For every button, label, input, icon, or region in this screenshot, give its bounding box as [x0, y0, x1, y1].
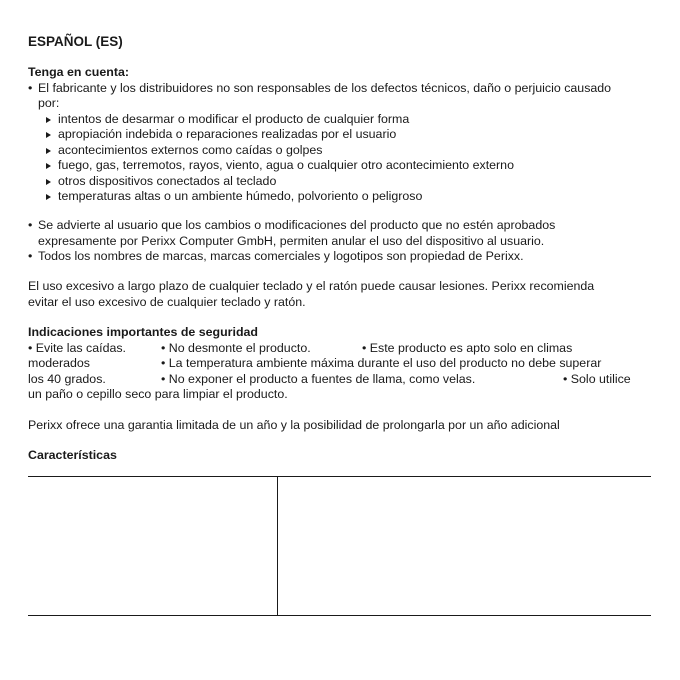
safety-text: • Evite las caídas. [28, 340, 126, 355]
triangle-bullet-icon [46, 194, 51, 200]
advisory-item [28, 218, 658, 234]
notice-intro-line2: por: [38, 96, 60, 110]
notice-heading: Tenga en cuenta: [28, 65, 129, 79]
advisories-section [28, 218, 658, 265]
safety-text: • Solo utilice [563, 371, 631, 386]
triangle-bullet-icon [46, 132, 51, 138]
advisory-1-line1: Se advierte al usuario que los cambios o modificaciones del producto que no estén aprobados [38, 218, 556, 232]
safety-text: • Este producto es apto solo en climas [362, 340, 573, 355]
table-divider [277, 477, 278, 615]
notice-intro-line1: El fabricante y los distribuidores no son responsables de los defectos técnicos, daño o perjuicio causado [38, 80, 612, 95]
safety-heading: Indicaciones importantes de seguridad [28, 325, 258, 339]
list-item: temperaturas altas o un ambiente húmedo, polvoriento o peligroso [28, 189, 658, 205]
bullet-icon: • [28, 218, 33, 232]
notice-intro [28, 81, 658, 97]
triangle-bullet-icon [46, 179, 51, 185]
warranty-text: Perixx ofrece una garantia limitada de un año y la posibilidad de prolongarla por un año adicional [28, 418, 560, 432]
safety-section [28, 325, 658, 403]
bullet-icon: • [28, 249, 33, 263]
advisory-item [28, 249, 658, 265]
language-heading: ESPAÑOL (ES) [28, 34, 123, 49]
features-heading: Características [28, 448, 117, 462]
safety-text: • No exponer el producto a fuentes de llama, como velas. [161, 371, 476, 386]
advisory-2: Todos los nombres de marcas, marcas comerciales y logotipos son propiedad de Perixx. [38, 249, 524, 263]
safety-text: los 40 grados. [28, 371, 106, 386]
triangle-bullet-icon [46, 117, 51, 123]
causes-list [28, 112, 658, 205]
triangle-bullet-icon [46, 148, 51, 154]
list-item: intentos de desarmar o modificar el producto de cualquier forma [28, 112, 658, 128]
features-table [28, 476, 651, 616]
list-item: otros dispositivos conectados al teclado [28, 174, 658, 190]
injury-warning-line1: El uso excesivo a largo plazo de cualquier teclado y el ratón puede causar lesiones. Perixx recomienda [28, 279, 595, 293]
list-item: fuego, gas, terremotos, rayos, viento, agua o cualquier otro acontecimiento externo [28, 158, 658, 174]
safety-row [28, 341, 658, 357]
advisory-1-line2: expresamente por Perixx Computer GmbH, permiten anular el uso del dispositivo al usuario. [38, 233, 545, 248]
safety-text: • No desmonte el producto. [161, 340, 311, 355]
list-item: acontecimientos externos como caídas o golpes [28, 143, 658, 159]
notice-section [28, 65, 658, 205]
safety-row-4: un paño o cepillo seco para limpiar el producto. [28, 387, 288, 401]
triangle-bullet-icon [46, 163, 51, 169]
injury-warning-line2: evitar el uso excesivo de cualquier teclado y ratón. [28, 294, 306, 309]
bullet-icon: • [28, 80, 33, 95]
injury-warning [28, 279, 658, 310]
safety-text: • La temperatura ambiente máxima durante el uso del producto no debe superar [161, 356, 602, 370]
safety-row [28, 372, 658, 388]
safety-text: moderados [28, 356, 90, 370]
safety-row [28, 356, 658, 372]
list-item: apropiación indebida o reparaciones realizadas por el usuario [28, 127, 658, 143]
